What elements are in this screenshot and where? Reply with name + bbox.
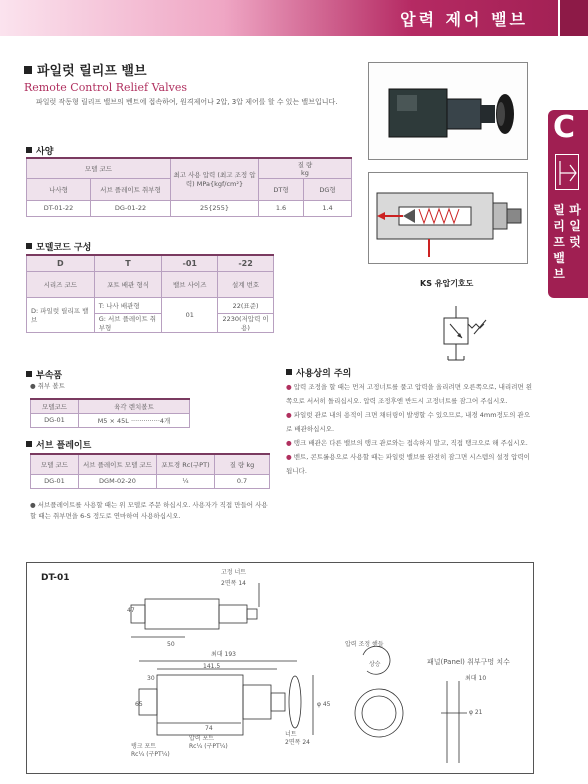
dim-50: 50 <box>167 641 175 648</box>
square-bullet-icon <box>26 371 32 377</box>
square-bullet-icon <box>24 66 32 74</box>
symbol-title: KS 유압기호도 <box>420 279 474 288</box>
hydraulic-symbol <box>436 302 496 372</box>
cautions-heading: 사용상의 주의 <box>286 366 351 379</box>
acc-h-model: 모델코드 <box>31 399 79 413</box>
table-cell: DGM-02-20 <box>79 474 157 488</box>
dim-141: 141.5 <box>203 663 221 670</box>
pressure-port-label: 압력 포트 Rc¼ (구PT¼) <box>189 735 228 750</box>
accessories-sub: ● 취부 볼트 <box>30 382 65 390</box>
dimension-drawing <box>26 562 534 774</box>
sp-h-weight: 질 량 kg <box>215 454 270 474</box>
spec-heading: 사양 <box>26 144 53 157</box>
product-description: 파일럿 작동형 릴리프 밸브의 벤트에 접속하여, 원격제어나 2압, 3압 제어를 할 수 있는 밸브입니다. <box>36 98 338 106</box>
header-bar <box>0 0 588 36</box>
mc-label: 밸브 사이즈 <box>162 271 218 297</box>
cross-section-diagram <box>368 172 528 264</box>
nut-label: 너트 2면폭 24 <box>285 731 310 746</box>
mc-col: -01 <box>162 255 218 271</box>
mc-port-g: G: 서브 플레이트 취부형 <box>94 313 162 332</box>
table-cell: DG-01-22 <box>91 200 171 216</box>
mc-series: D: 파일럿 릴리프 밸브 <box>27 297 95 332</box>
table-cell: DG-01 <box>31 413 79 427</box>
dim-21: φ 21 <box>469 709 483 716</box>
side-tab[interactable] <box>548 110 588 298</box>
mc-port-t: T: 나사 배관형 <box>94 297 162 313</box>
spec-h-thread: 나사형 <box>27 178 91 200</box>
subplate-heading: 서브 플레이트 <box>26 438 91 451</box>
mc-label: 포트 배관 형식 <box>94 271 162 297</box>
table-cell: 1.6 <box>259 200 304 216</box>
table-row <box>27 200 352 216</box>
product-title-en: Remote Control Relief Valves <box>24 81 187 94</box>
header-title: 압력 제어 밸브 <box>400 10 528 29</box>
square-bullet-icon <box>26 243 32 249</box>
dim-74: 74 <box>205 725 213 732</box>
side-tab-col2: 파일럿 <box>569 203 581 249</box>
dim-30: 30 <box>147 675 155 682</box>
accessories-heading: 부속품 <box>26 368 62 381</box>
acc-h-bolt: 육각 렌치볼트 <box>79 399 190 413</box>
list-item: ● 압력 조정을 할 때는 먼저 고정너트를 풀고 압력을 올리려면 오른쪽으로, 내리려면 왼쪽으로 서서히 돌리십시오. 압력 조정후엔 반드시 고정너트를 잠그어 주십시오. <box>286 383 533 405</box>
product-title <box>24 60 187 94</box>
cautions-list <box>286 380 536 478</box>
model-code-heading: 모델코드 구성 <box>26 240 91 253</box>
subplate-note: ● 서브플레이트를 사용할 때는 위 모델로 주문 하십시오. 사용자가 직접 만들어 사용할 때는 취부면을 6-S 정도로 연마하여 사용하십시오. <box>30 501 268 520</box>
mc-col: -22 <box>218 255 274 271</box>
mc-design-2: 2230(저압력 이용) <box>218 313 274 332</box>
side-tab-col1: 릴리프밸브 <box>553 203 565 281</box>
square-bullet-icon <box>26 147 32 153</box>
mc-design-1: 22(표준) <box>218 297 274 313</box>
panel-label: 패널(Panel) 취부구멍 치수 <box>427 658 510 666</box>
dim-47: 47 <box>127 607 135 614</box>
spec-h-pressure: 최고 사용 압력 (최고 조정 압력) MPa{kgf/cm²} <box>171 158 259 200</box>
dim-10: 최대 10 <box>465 675 487 682</box>
sp-h-sub: 서브 플레이트 모델 코드 <box>79 454 157 474</box>
handle-label: 압력 조정 핸들 <box>345 641 384 648</box>
table-cell: ¼ <box>157 474 215 488</box>
tank-port-label: 탱크 포트 Rc¼ (구PT¼) <box>131 743 170 758</box>
dim-45: φ 45 <box>317 701 331 708</box>
sp-h-port: 포트경 Rc(구PT) <box>157 454 215 474</box>
accessories-table <box>30 398 190 428</box>
table-cell: 0.7 <box>215 474 270 488</box>
model-code-table <box>26 254 274 333</box>
spec-h-model: 모델 코드 <box>27 158 171 178</box>
sp-h-model: 모델 코드 <box>31 454 79 474</box>
spec-table <box>26 157 352 217</box>
square-bullet-icon <box>26 441 32 447</box>
side-tab-letter: C <box>553 110 576 145</box>
valve-symbol-icon <box>555 154 579 190</box>
table-cell: DG-01 <box>31 474 79 488</box>
list-item: ● 탱크 배관은 다른 밸브의 탱크 관로와는 접속하지 말고, 직접 탱크으로 해 주십시오. <box>286 439 528 447</box>
list-item: ● 파일럿 관로 내의 용적이 크면 채터링이 발생할 수 있으므로, 내경 4mm정도의 관으로 배관하십시오. <box>286 411 530 433</box>
subplate-table <box>30 453 270 489</box>
table-cell: M5 × 45L ··············4개 <box>79 413 190 427</box>
spec-h-dg: DG형 <box>304 178 352 200</box>
mc-col: D <box>27 255 95 271</box>
list-item: ● 벤트, 콘트롤용으로 사용할 때는 파일럿 밸브를 완전히 잠그면 시스템의 설정 압력이 됩니다. <box>286 453 530 475</box>
table-cell: 25{255} <box>171 200 259 216</box>
mc-label: 설계 번호 <box>218 271 274 297</box>
mc-label: 시리즈 코드 <box>27 271 95 297</box>
table-cell: DT-01-22 <box>27 200 91 216</box>
rise-label: 상승 <box>369 661 381 668</box>
mc-col: T <box>94 255 162 271</box>
table-row <box>31 413 190 427</box>
mc-size: 01 <box>162 297 218 332</box>
table-cell: 1.4 <box>304 200 352 216</box>
dim-65: 65 <box>135 701 143 708</box>
table-row <box>31 474 270 488</box>
square-bullet-icon <box>286 369 292 375</box>
header-strip <box>558 0 588 36</box>
dim-193: 최대 193 <box>211 651 236 658</box>
product-title-ko: 파일럿 릴리프 밸브 <box>24 60 187 79</box>
spec-h-weight: 질 량 kg <box>259 158 352 178</box>
product-photo <box>368 62 528 160</box>
spec-h-dt: DT형 <box>259 178 304 200</box>
drawing-title: DT-01 <box>41 573 70 583</box>
spec-h-sub: 서브 플레이트 취부형 <box>91 178 171 200</box>
lock-nut-label: 고정 너트 2면폭 14 <box>221 569 247 587</box>
